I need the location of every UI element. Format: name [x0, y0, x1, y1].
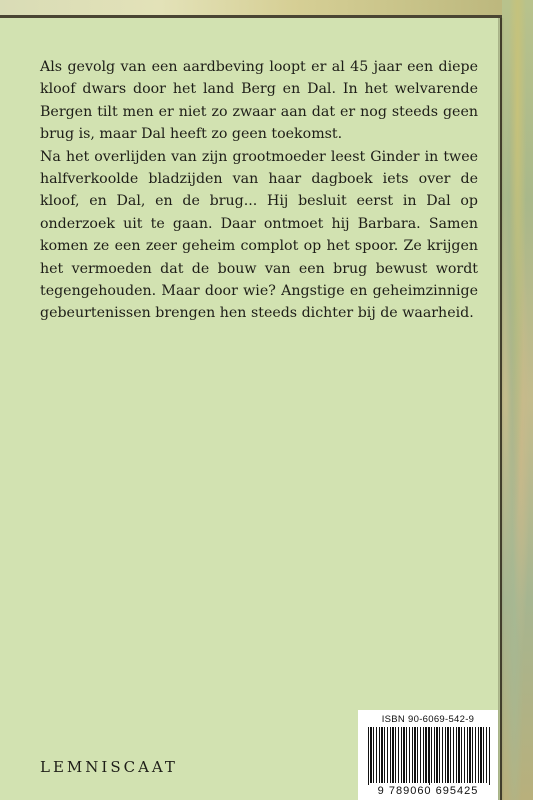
barcode-guard-center [429, 727, 430, 789]
barcode-digits: 9 789060 695425 [358, 785, 498, 797]
spine-illustration [502, 0, 533, 800]
book-top-edge [0, 0, 533, 18]
blurb-paragraph-1: Als gevolg van een aardbeving loopt er al 45 jaar een diepe kloof dwars door het land Berg en Dal. In het welvarende Bergen tilt men er niet zo zwaar aan dat er nog steeds geen brug is, maar Dal heeft zo geen toekomst. [40, 59, 478, 143]
blurb-paragraph-2: Na het overlijden van zijn grootmoeder leest Ginder in twee halfverkoolde bladzijden van haar dagboek iets over de kloof, en Dal, en de brug... Hij besluit eerst in Dal op onderzoek uit te gaan. Daar ontmoet hij Barbara. Samen komen ze een zeer geheim complot op het spoor. Ze krijgen het vermoeden dat de bouw van een brug bewust wordt tegengehouden. Maar door wie? Angstige en geheimzinnige gebeurtenissen brengen hen steeds dichter bij de waarheid. [40, 148, 478, 322]
isbn-label: ISBN 90-6069-542-9 [381, 714, 475, 725]
barcode-guard-left [368, 727, 369, 789]
barcode-guard-right [489, 727, 490, 789]
barcode [358, 710, 498, 800]
back-cover-panel [0, 18, 500, 800]
blurb-text [40, 56, 478, 325]
spine-shadow [498, 18, 504, 800]
publisher-name: LEMNISCAAT [40, 758, 178, 776]
